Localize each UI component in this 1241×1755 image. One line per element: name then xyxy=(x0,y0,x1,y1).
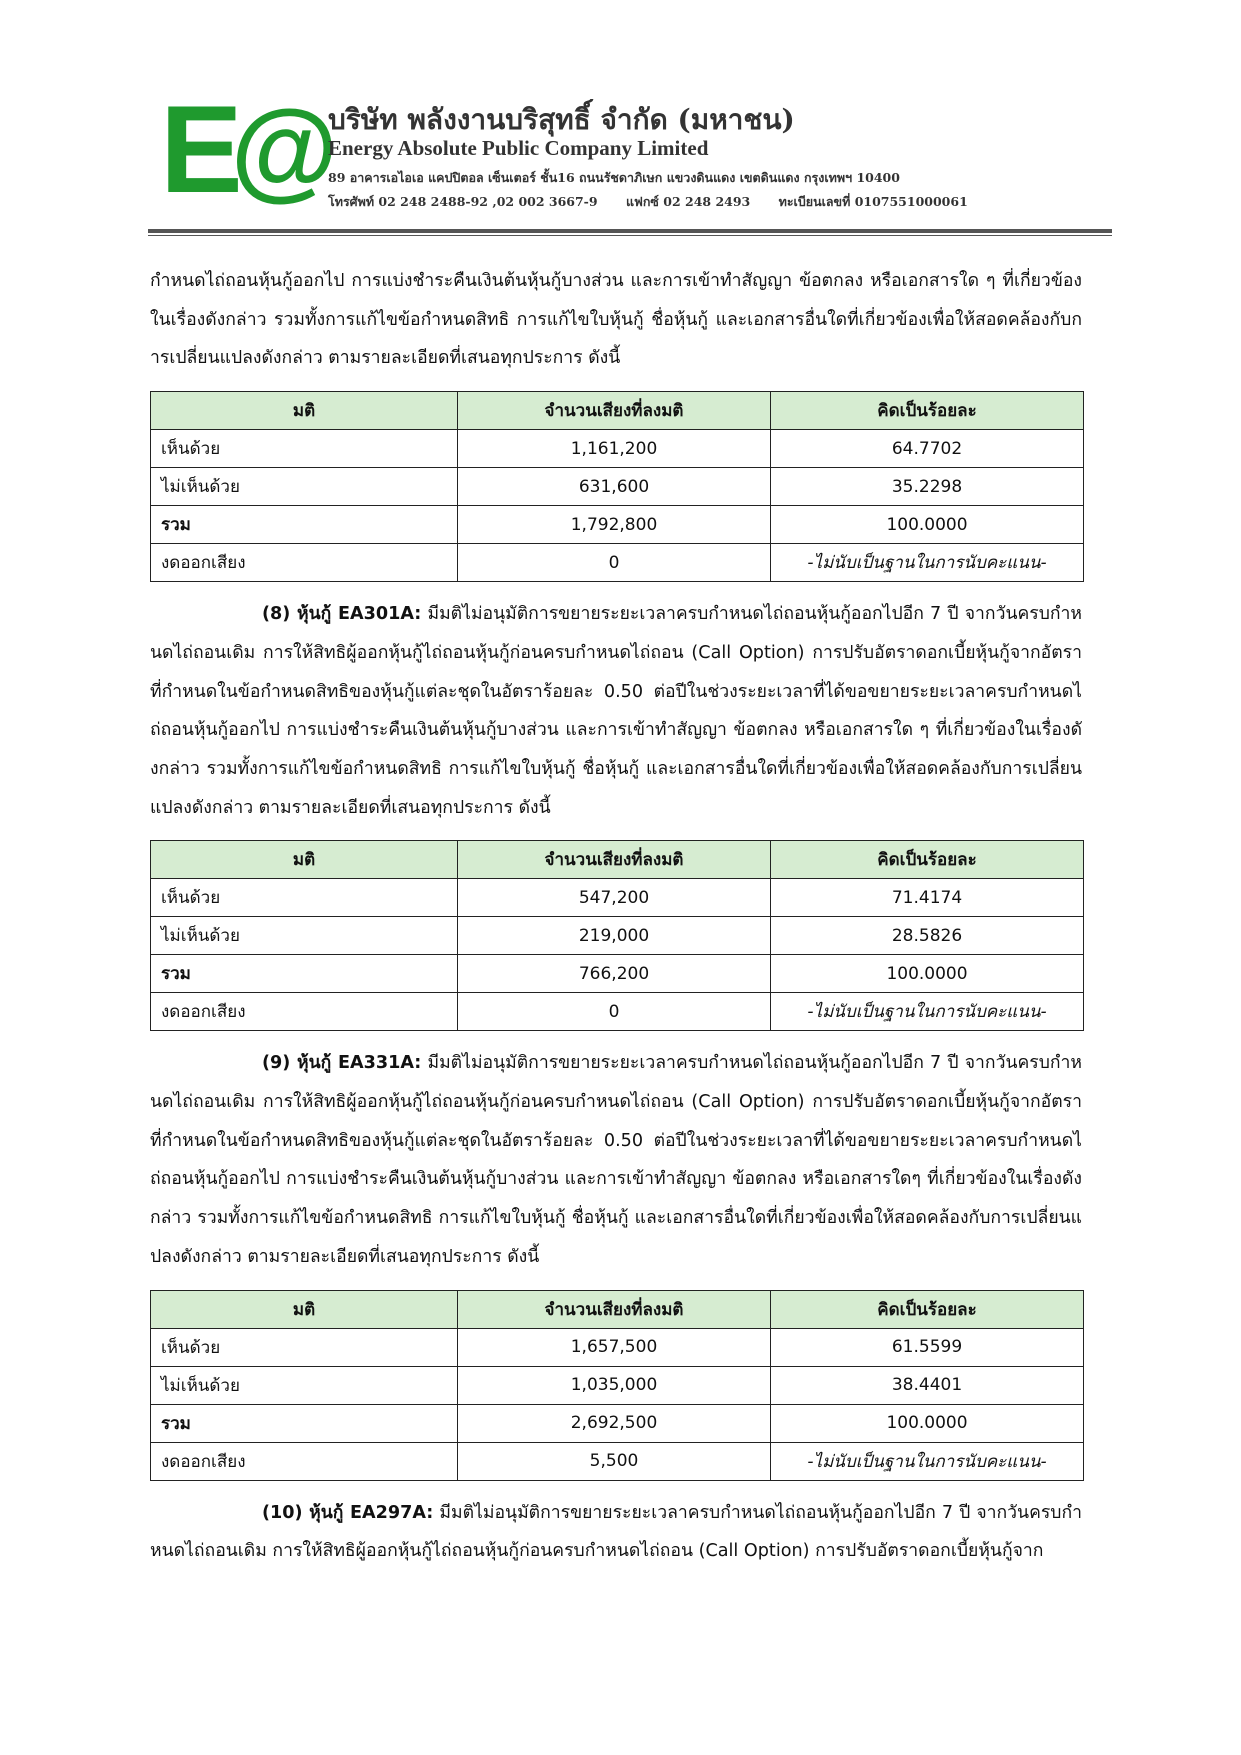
table-row-total xyxy=(151,506,1084,544)
vote-table-3 xyxy=(150,1290,1084,1481)
label-total: รวม xyxy=(151,1404,458,1442)
section-8-heading: (8) หุ้นกู้ EA301A: xyxy=(262,604,422,625)
label-abstain: งดออกเสียง xyxy=(151,1442,458,1480)
label-total: รวม xyxy=(151,506,458,544)
vote-table-2 xyxy=(150,840,1084,1031)
section-9-heading: (9) หุ้นกู้ EA331A: xyxy=(262,1053,422,1074)
table-header-row xyxy=(151,1290,1084,1328)
header-percent: คิดเป็นร้อยละ xyxy=(771,1290,1084,1328)
disapprove-percent: 35.2298 xyxy=(771,468,1084,506)
header-resolution: มติ xyxy=(151,841,458,879)
section-10-body: มีมติไม่อนุมัติการขยายระยะเวลาครบกำหนดไถ่ถอนหุ้นกู้ออกไปอีก 7 ปี จากวันครบกำหนดไถ่ถอนเดิม การให้สิทธิผู้ออกหุ้นกู้ไถ่ถอนหุ้นกู้ก่อนครบกำหนดไถ่ถอน (Call Option) การปรับอัตราดอกเบี้ยหุ้นกู้จาก xyxy=(150,1502,1083,1562)
abstain-votes: 5,500 xyxy=(458,1442,771,1480)
header-resolution: มติ xyxy=(151,392,458,430)
approve-votes: 1,657,500 xyxy=(458,1328,771,1366)
phone-number: โทรศัพท์ 02 248 2488-92 ,02 002 3667-9 xyxy=(328,194,598,209)
header-divider-thick xyxy=(148,229,1112,233)
table-row-total xyxy=(151,1404,1084,1442)
label-abstain: งดออกเสียง xyxy=(151,544,458,582)
section-9-paragraph xyxy=(150,1044,1082,1276)
table-row-total xyxy=(151,955,1084,993)
total-percent: 100.0000 xyxy=(771,955,1084,993)
company-name-english: Energy Absolute Public Company Limited xyxy=(328,136,709,160)
table-header-row xyxy=(151,392,1084,430)
total-votes: 2,692,500 xyxy=(458,1404,771,1442)
header-percent: คิดเป็นร้อยละ xyxy=(771,841,1084,879)
header-votes: จำนวนเสียงที่ลงมติ xyxy=(458,841,771,879)
table-row-approve xyxy=(151,1328,1084,1366)
company-address: 89 อาคารเอไอเอ แคปปิตอล เซ็นเตอร์ ชั้น16 ถนนรัชดาภิเษก แขวงดินแดง เขตดินแดง กรุงเทพฯ 10400 xyxy=(328,170,900,185)
section-8-paragraph xyxy=(150,595,1082,827)
label-disapprove: ไม่เห็นด้วย xyxy=(151,917,458,955)
total-votes: 766,200 xyxy=(458,955,771,993)
header-resolution: มติ xyxy=(151,1290,458,1328)
section-10-paragraph xyxy=(150,1494,1082,1571)
table-row-abstain xyxy=(151,544,1084,582)
company-contact xyxy=(328,192,992,212)
header-percent: คิดเป็นร้อยละ xyxy=(771,392,1084,430)
registration-number: ทะเบียนเลขที่ 0107551000061 xyxy=(778,194,968,209)
label-disapprove: ไม่เห็นด้วย xyxy=(151,468,458,506)
total-percent: 100.0000 xyxy=(771,506,1084,544)
label-approve: เห็นด้วย xyxy=(151,879,458,917)
label-approve: เห็นด้วย xyxy=(151,430,458,468)
section-10-heading: (10) หุ้นกู้ EA297A: xyxy=(262,1502,434,1523)
section-8-body: มีมติไม่อนุมัติการขยายระยะเวลาครบกำหนดไถ่ถอนหุ้นกู้ออกไปอีก 7 ปี จากวันครบกำหนดไถ่ถอนเดิม การให้สิทธิผู้ออกหุ้นกู้ไถ่ถอนหุ้นกู้ก่อนครบกำหนดไถ่ถอน (Call Option) การปรับอัตราดอกเบี้ยหุ้นกู้จากอัตราที่กำหนดในข้อกำหนดสิทธิของหุ้นกู้แต่ละชุดในอัตราร้อยละ 0.50 ต่อปีในช่วงระยะเวลาที่ได้ขอขยายระยะเวลาครบกำหนดไถ่ถอนหุ้นกู้ออกไป การแบ่งชำระคืนเงินต้นหุ้นกู้บางส่วน และการเข้าทำสัญญา ข้อตกลง หรือเอกสารใด ๆ ที่เกี่ยวข้องในเรื่องดังกล่าว รวมทั้งการแก้ไขข้อกำหนดสิทธิ การแก้ไขใบหุ้นกู้ ชื่อหุ้นกู้ และเอกสารอื่นใดที่เกี่ยวข้องเพื่อให้สอดคล้องกับการเปลี่ยนแปลงดังกล่าว ตามรายละเอียดที่เสนอทุกประการ ดังนี้ xyxy=(150,604,1082,818)
table-row-disapprove xyxy=(151,917,1084,955)
approve-votes: 547,200 xyxy=(458,879,771,917)
table-row-approve xyxy=(151,430,1084,468)
label-total: รวม xyxy=(151,955,458,993)
abstain-note: -ไม่นับเป็นฐานในการนับคะแนน- xyxy=(771,993,1084,1031)
logo-mark: E xyxy=(160,81,237,219)
disapprove-percent: 28.5826 xyxy=(771,917,1084,955)
fax-number: แฟกซ์ 02 248 2493 xyxy=(625,194,751,209)
approve-percent: 71.4174 xyxy=(771,879,1084,917)
abstain-note: -ไม่นับเป็นฐานในการนับคะแนน- xyxy=(771,544,1084,582)
approve-votes: 1,161,200 xyxy=(458,430,771,468)
disapprove-votes: 1,035,000 xyxy=(458,1366,771,1404)
header-votes: จำนวนเสียงที่ลงมติ xyxy=(458,392,771,430)
disapprove-votes: 631,600 xyxy=(458,468,771,506)
vote-table-1 xyxy=(150,391,1084,582)
header-divider-thin xyxy=(148,235,1112,236)
intro-paragraph: กำหนดไถ่ถอนหุ้นกู้ออกไป การแบ่งชำระคืนเงินต้นหุ้นกู้บางส่วน และการเข้าทำสัญญา ข้อตกลง หรือเอกสารใด ๆ ที่เกี่ยวข้องในเรื่องดังกล่าว รวมทั้งการแก้ไขข้อกำหนดสิทธิ การแก้ไขใบหุ้นกู้ ชื่อหุ้นกู้ และเอกสารอื่นใดที่เกี่ยวข้องเพื่อให้สอดคล้องกับการเปลี่ยนแปลงดังกล่าว ตามรายละเอียดที่เสนอทุกประการ ดังนี้ xyxy=(150,271,1082,369)
company-logo xyxy=(160,81,338,219)
table-row-abstain xyxy=(151,1442,1084,1480)
label-approve: เห็นด้วย xyxy=(151,1328,458,1366)
disapprove-percent: 38.4401 xyxy=(771,1366,1084,1404)
table-header-row xyxy=(151,841,1084,879)
abstain-votes: 0 xyxy=(458,544,771,582)
document-body xyxy=(150,262,1082,1571)
table-row-disapprove xyxy=(151,1366,1084,1404)
label-abstain: งดออกเสียง xyxy=(151,993,458,1031)
approve-percent: 64.7702 xyxy=(771,430,1084,468)
label-disapprove: ไม่เห็นด้วย xyxy=(151,1366,458,1404)
abstain-note: -ไม่นับเป็นฐานในการนับคะแนน- xyxy=(771,1442,1084,1480)
total-votes: 1,792,800 xyxy=(458,506,771,544)
header-votes: จำนวนเสียงที่ลงมติ xyxy=(458,1290,771,1328)
section-9-body: มีมติไม่อนุมัติการขยายระยะเวลาครบกำหนดไถ่ถอนหุ้นกู้ออกไปอีก 7 ปี จากวันครบกำหนดไถ่ถอนเดิม การให้สิทธิผู้ออกหุ้นกู้ไถ่ถอนหุ้นกู้ก่อนครบกำหนดไถ่ถอน (Call Option) การปรับอัตราดอกเบี้ยหุ้นกู้จากอัตราที่กำหนดในข้อกำหนดสิทธิของหุ้นกู้แต่ละชุดในอัตราร้อยละ 0.50 ต่อปีในช่วงระยะเวลาที่ได้ขอขยายระยะเวลาครบกำหนดไถ่ถอนหุ้นกู้ออกไป การแบ่งชำระคืนเงินต้นหุ้นกู้บางส่วน และการเข้าทำสัญญา ข้อตกลง หรือเอกสารใดๆ ที่เกี่ยวข้องในเรื่องดังกล่าว รวมทั้งการแก้ไขข้อกำหนดสิทธิ การแก้ไขใบหุ้นกู้ ชื่อหุ้นกู้ และเอกสารอื่นใดที่เกี่ยวข้องเพื่อให้สอดคล้องกับการเปลี่ยนแปลงดังกล่าว ตามรายละเอียดที่เสนอทุกประการ ดังนี้ xyxy=(150,1053,1082,1267)
table-row-abstain xyxy=(151,993,1084,1031)
disapprove-votes: 219,000 xyxy=(458,917,771,955)
letterhead xyxy=(160,81,1120,222)
total-percent: 100.0000 xyxy=(771,1404,1084,1442)
logo-at-symbol: @ xyxy=(230,88,338,211)
company-name-thai: บริษัท พลังงานบริสุทธิ์ จำกัด (มหาชน) xyxy=(328,103,795,136)
approve-percent: 61.5599 xyxy=(771,1328,1084,1366)
table-row-disapprove xyxy=(151,468,1084,506)
table-row-approve xyxy=(151,879,1084,917)
abstain-votes: 0 xyxy=(458,993,771,1031)
